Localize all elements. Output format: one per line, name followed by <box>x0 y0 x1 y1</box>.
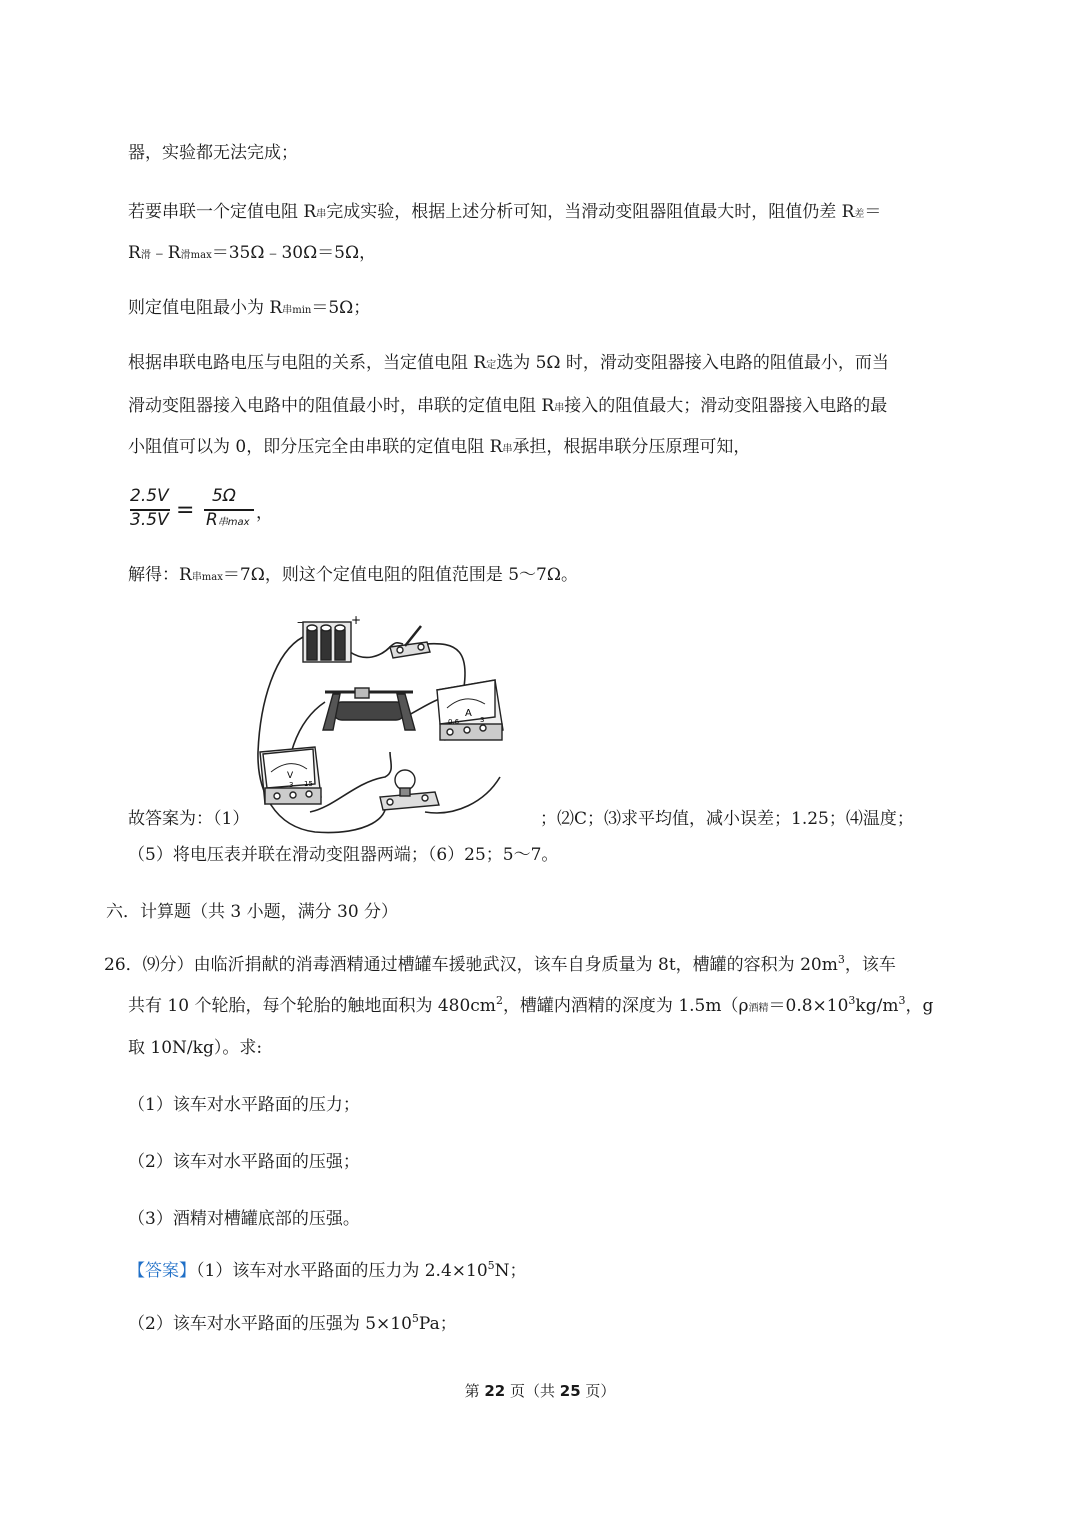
voltmeter-label: V <box>287 771 294 781</box>
ammeter-scale-label: 0.6 <box>448 718 460 726</box>
text-line: ；⑵C；⑶求平均值，减小误差；1.25；⑷温度； <box>540 809 914 829</box>
formula-comma: ， <box>256 503 273 523</box>
switch <box>390 626 430 658</box>
text-line: 解得：R串max＝7Ω，则这个定值电阻的阻值范围是 5～7Ω。 <box>128 565 578 585</box>
battery-plus-label: + <box>351 613 362 627</box>
battery-minus-label: – <box>297 615 303 629</box>
sub-question: （2）该车对水平路面的压强； <box>128 1152 360 1172</box>
ammeter-scale-label: 3 <box>480 716 485 724</box>
answer-tag: 【答案】 <box>128 1261 196 1281</box>
section-heading: 六．计算题（共 3 小题，满分 30 分） <box>106 902 399 922</box>
question-text: 取 10N/kg）。求: <box>128 1038 263 1058</box>
page-number: 22 <box>484 1382 506 1400</box>
text-line: 滑动变阻器接入电路中的阻值最小时，串联的定值电阻 R串接入的阻值最大；滑动变阻器接入电路的最 <box>128 396 888 416</box>
text-line: 根据串联电路电压与电阻的关系，当定值电阻 R定选为 5Ω 时，滑动变阻器接入电路的阻值最小，而当 <box>128 353 889 373</box>
text-line: 器，实验都无法完成； <box>128 143 298 163</box>
sub-question: （3）酒精对槽罐底部的压强。 <box>128 1209 360 1229</box>
fraction-formula <box>128 486 288 536</box>
formula-numerator-left: 2.5V <box>130 486 169 506</box>
page-footer: 第 22 页（共 25 页） <box>464 1382 616 1400</box>
question-text: 共有 10 个轮胎，每个轮胎的触地面积为 $480cm^2$，槽罐内酒精的深度为 1.5m（ρ酒精$=0.8\times 10^3kg/m^3$，g <box>128 994 934 1016</box>
formula-equals: = <box>176 498 195 523</box>
voltmeter-scale-label: 3 <box>289 781 294 789</box>
ammeter-label: A <box>465 708 472 719</box>
text-line: 故答案为：（1） <box>128 809 250 829</box>
text-line: 则定值电阻最小为 R串min＝5Ω； <box>128 298 371 318</box>
voltmeter-scale-label: 15 <box>304 780 313 788</box>
light-bulb <box>380 770 439 810</box>
formula-denominator-right: R串max <box>206 510 250 530</box>
circuit-diagram <box>255 612 545 834</box>
question-text: 26．⑼分）由临沂捐献的消毒酒精通过槽罐车援驰武汉，该车自身质量为 8t，槽罐的容积为 $20m^3$，该车 <box>104 953 896 975</box>
answer-line: 【答案】（1）该车对水平路面的压力为 $2.4\times 10^5N$； <box>128 1259 527 1281</box>
text-line: 小阻值可以为 0，即分压完全由串联的定值电阻 R串承担，根据串联分压原理可知， <box>128 437 751 457</box>
formula-denominator-left: 3.5V <box>130 510 169 530</box>
battery <box>303 622 351 662</box>
formula-numerator-right: 5Ω <box>212 486 236 506</box>
text-line: R滑﹣R滑max＝35Ω﹣30Ω＝5Ω， <box>128 243 377 263</box>
rheostat <box>323 688 415 730</box>
page-total: 25 <box>559 1382 581 1400</box>
sub-question: （1）该车对水平路面的压力； <box>128 1095 360 1115</box>
text-line: （5）将电压表并联在滑动变阻器两端；（6）25；5～7。 <box>128 845 559 865</box>
text-line: 若要串联一个定值电阻 R串完成实验，根据上述分析可知，当滑动变阻器阻值最大时，阻值仍差 R差＝ <box>128 202 882 222</box>
answer-line: （2）该车对水平路面的压强为 $5\times 10^5Pa$； <box>128 1312 457 1334</box>
